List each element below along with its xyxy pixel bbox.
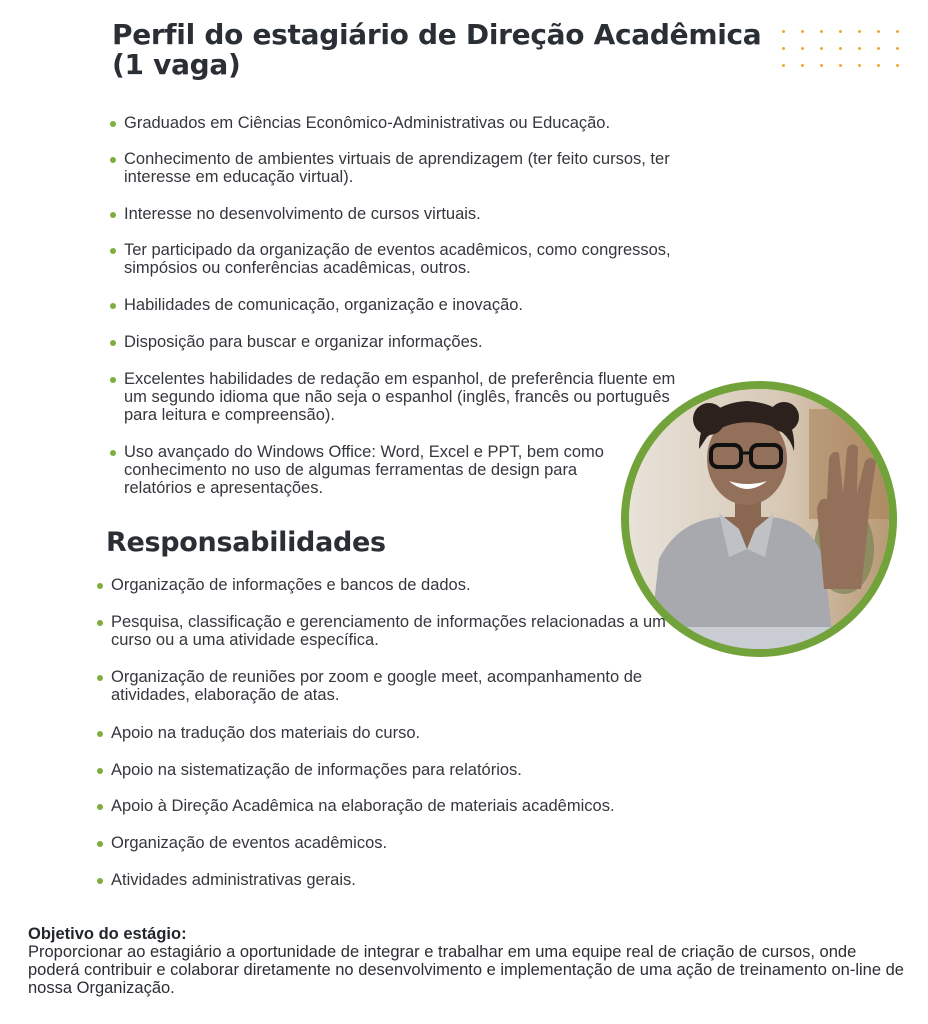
bullet-icon — [97, 675, 103, 681]
list-item: Conhecimento de ambientes virtuais de aprendizagem (ter feito cursos, ter interesse em educação virtual). — [110, 150, 714, 186]
bullet-icon — [110, 212, 116, 218]
list-item: Interesse no desenvolvimento de cursos virtuais. — [110, 205, 481, 223]
list-item: Pesquisa, classificação e gerenciamento de informações relacionadas a um curso ou a uma atividade específica. — [97, 613, 676, 649]
list-item: Atividades administrativas gerais. — [97, 871, 356, 889]
bullet-icon — [97, 731, 103, 737]
profile-title: Perfil do estagiário de Direção Acadêmica (1 vaga) — [112, 18, 762, 81]
bullet-icon — [110, 303, 116, 309]
bullet-icon — [110, 157, 116, 163]
bullet-icon — [97, 841, 103, 847]
bullet-icon — [97, 878, 103, 884]
bullet-icon — [110, 248, 116, 254]
bullet-icon — [97, 804, 103, 810]
objective-text: Proporcionar ao estagiário a oportunidade de integrar e trabalhar em uma equipe real de criação de cursos, onde poderá contribuir e colaborar diretamente no desenvolvimento e implementação de uma ação de treinamento on-line de nossa Organização. — [28, 943, 904, 997]
profile-photo — [621, 381, 897, 657]
list-item: Uso avançado do Windows Office: Word, Excel e PPT, bem como conhecimento no uso de algumas ferramentas de design para relatórios e apresentações. — [110, 443, 634, 497]
list-item: Excelentes habilidades de redação em espanhol, de preferência fluente em um segundo idioma que não seja o espanhol (inglês, francês ou português para leitura e compreensão). — [110, 370, 689, 424]
list-item: Apoio à Direção Acadêmica na elaboração de materiais acadêmicos. — [97, 797, 615, 815]
list-item: Habilidades de comunicação, organização e inovação. — [110, 296, 523, 314]
list-item: Organização de reuniões por zoom e google meet, acompanhamento de atividades, elaboração de atas. — [97, 668, 696, 704]
list-item: Organização de informações e bancos de dados. — [97, 576, 471, 594]
responsibilities-title: Responsabilidades — [106, 527, 386, 558]
list-item: Graduados em Ciências Econômico-Administrativas ou Educação. — [110, 114, 610, 132]
bullet-icon — [110, 340, 116, 346]
list-item: Apoio na sistematização de informações para relatórios. — [97, 761, 522, 779]
decorative-dot-grid — [782, 30, 899, 67]
bullet-icon — [97, 768, 103, 774]
list-item: Apoio na tradução dos materiais do curso. — [97, 724, 420, 742]
bullet-icon — [97, 583, 103, 589]
objective-section — [28, 925, 908, 997]
list-item: Ter participado da organização de eventos acadêmicos, como congressos, simpósios ou conferências acadêmicas, outros. — [110, 241, 724, 277]
bullet-icon — [97, 620, 103, 626]
woman-waving-illustration — [629, 389, 889, 649]
bullet-icon — [110, 450, 116, 456]
bullet-icon — [110, 377, 116, 383]
list-item: Disposição para buscar e organizar informações. — [110, 333, 483, 351]
list-item: Organização de eventos acadêmicos. — [97, 834, 387, 852]
objective-label: Objetivo do estágio: — [28, 925, 187, 943]
bullet-icon — [110, 121, 116, 127]
